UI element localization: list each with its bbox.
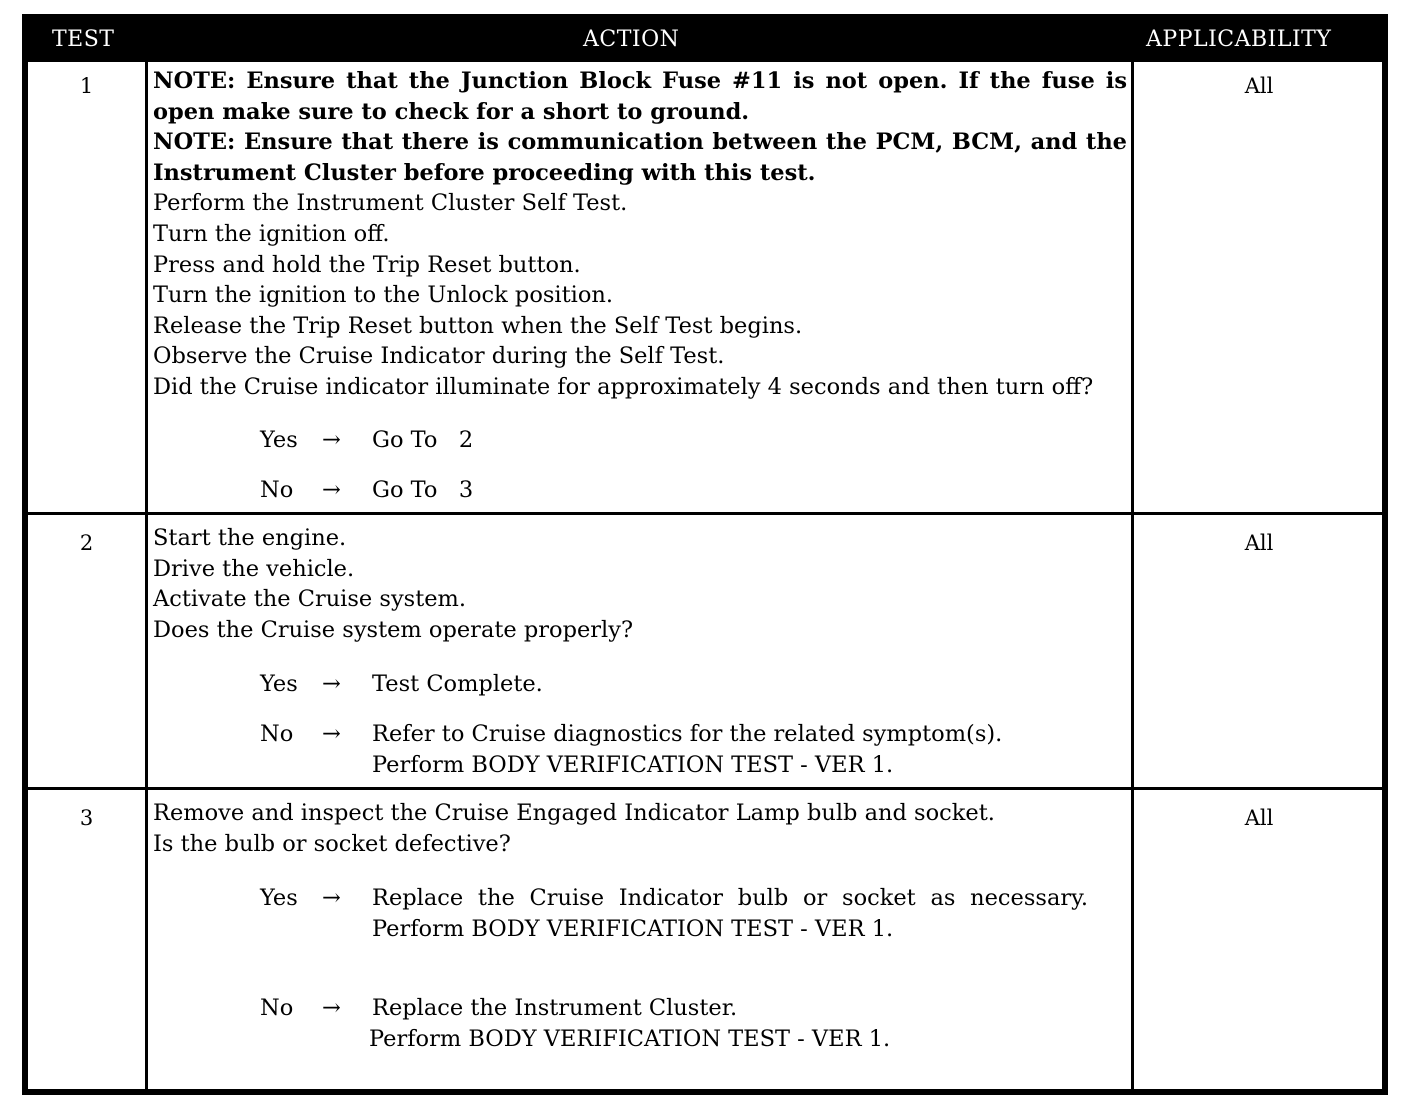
option-text: Go To 3 (372, 477, 474, 503)
step-line: Is the bulb or socket defective? (153, 830, 511, 857)
step-line: Perform the Instrument Cluster Self Test. (153, 190, 628, 217)
option-text: Perform BODY VERIFICATION TEST - VER 1. (369, 1025, 891, 1052)
row-divider (28, 512, 1382, 515)
option-label: Yes (260, 671, 298, 697)
option-label: No (260, 477, 294, 503)
header-applicability: APPLICABILITY (1146, 27, 1332, 52)
note-line: NOTE: Ensure that the Junction Block Fuse #11 is not open. If the fuse is (153, 68, 1127, 94)
option-text: Perform BODY VERIFICATION TEST - VER 1. (372, 751, 894, 778)
column-divider (145, 62, 148, 1095)
step-line: Press and hold the Trip Reset button. (153, 251, 581, 278)
test-action (153, 798, 1127, 859)
option-text: Replace the Cruise Indicator bulb or socket as necessary. (372, 885, 1088, 911)
step-line: Does the Cruise system operate properly? (153, 616, 634, 643)
note-line: open make sure to check for a short to ground. (153, 98, 750, 125)
column-divider (1131, 62, 1134, 1095)
option-text: Test Complete. (372, 671, 543, 697)
arrow-right-icon: → (322, 995, 341, 1021)
step-line: Did the Cruise indicator illuminate for approximately 4 seconds and then turn off? (153, 373, 1094, 400)
option-label: No (260, 995, 294, 1021)
step-line: Turn the ignition off. (153, 220, 390, 247)
arrow-right-icon: → (322, 885, 341, 911)
note-line: NOTE: Ensure that there is communication between the PCM, BCM, and the (153, 129, 1127, 156)
arrow-right-icon: → (322, 427, 341, 453)
step-line: Drive the vehicle. (153, 555, 355, 582)
test-applicability: All (1244, 74, 1274, 98)
diagnostic-table (22, 14, 1388, 1095)
arrow-right-icon: → (322, 721, 341, 747)
header-action: ACTION (583, 27, 680, 52)
step-line: Remove and inspect the Cruise Engaged Indicator Lamp bulb and socket. (153, 800, 995, 826)
test-number: 1 (79, 74, 94, 98)
arrow-right-icon: → (322, 477, 341, 503)
test-number: 2 (79, 531, 94, 555)
test-number: 3 (79, 806, 94, 830)
note-line: Instrument Cluster before proceeding with this test. (153, 159, 816, 186)
step-line: Observe the Cruise Indicator during the Self Test. (153, 343, 725, 370)
test-action (153, 523, 1127, 645)
option-text: Perform BODY VERIFICATION TEST - VER 1. (372, 915, 894, 942)
row-divider (28, 787, 1382, 790)
step-line: Turn the ignition to the Unlock position. (153, 282, 614, 309)
test-action (153, 66, 1127, 403)
arrow-right-icon: → (322, 671, 341, 697)
option-text: Refer to Cruise diagnostics for the related symptom(s). (372, 721, 1003, 747)
header-test: TEST (52, 27, 115, 52)
option-text: Go To 2 (372, 427, 474, 453)
option-label: No (260, 721, 294, 747)
test-applicability: All (1244, 531, 1274, 555)
table-header (28, 20, 1382, 62)
option-text: Replace the Instrument Cluster. (372, 995, 738, 1021)
option-label: Yes (260, 427, 298, 453)
step-line: Activate the Cruise system. (153, 586, 467, 613)
test-applicability: All (1244, 806, 1274, 830)
option-label: Yes (260, 885, 298, 911)
step-line: Release the Trip Reset button when the Self Test begins. (153, 312, 803, 339)
step-line: Start the engine. (153, 525, 347, 551)
